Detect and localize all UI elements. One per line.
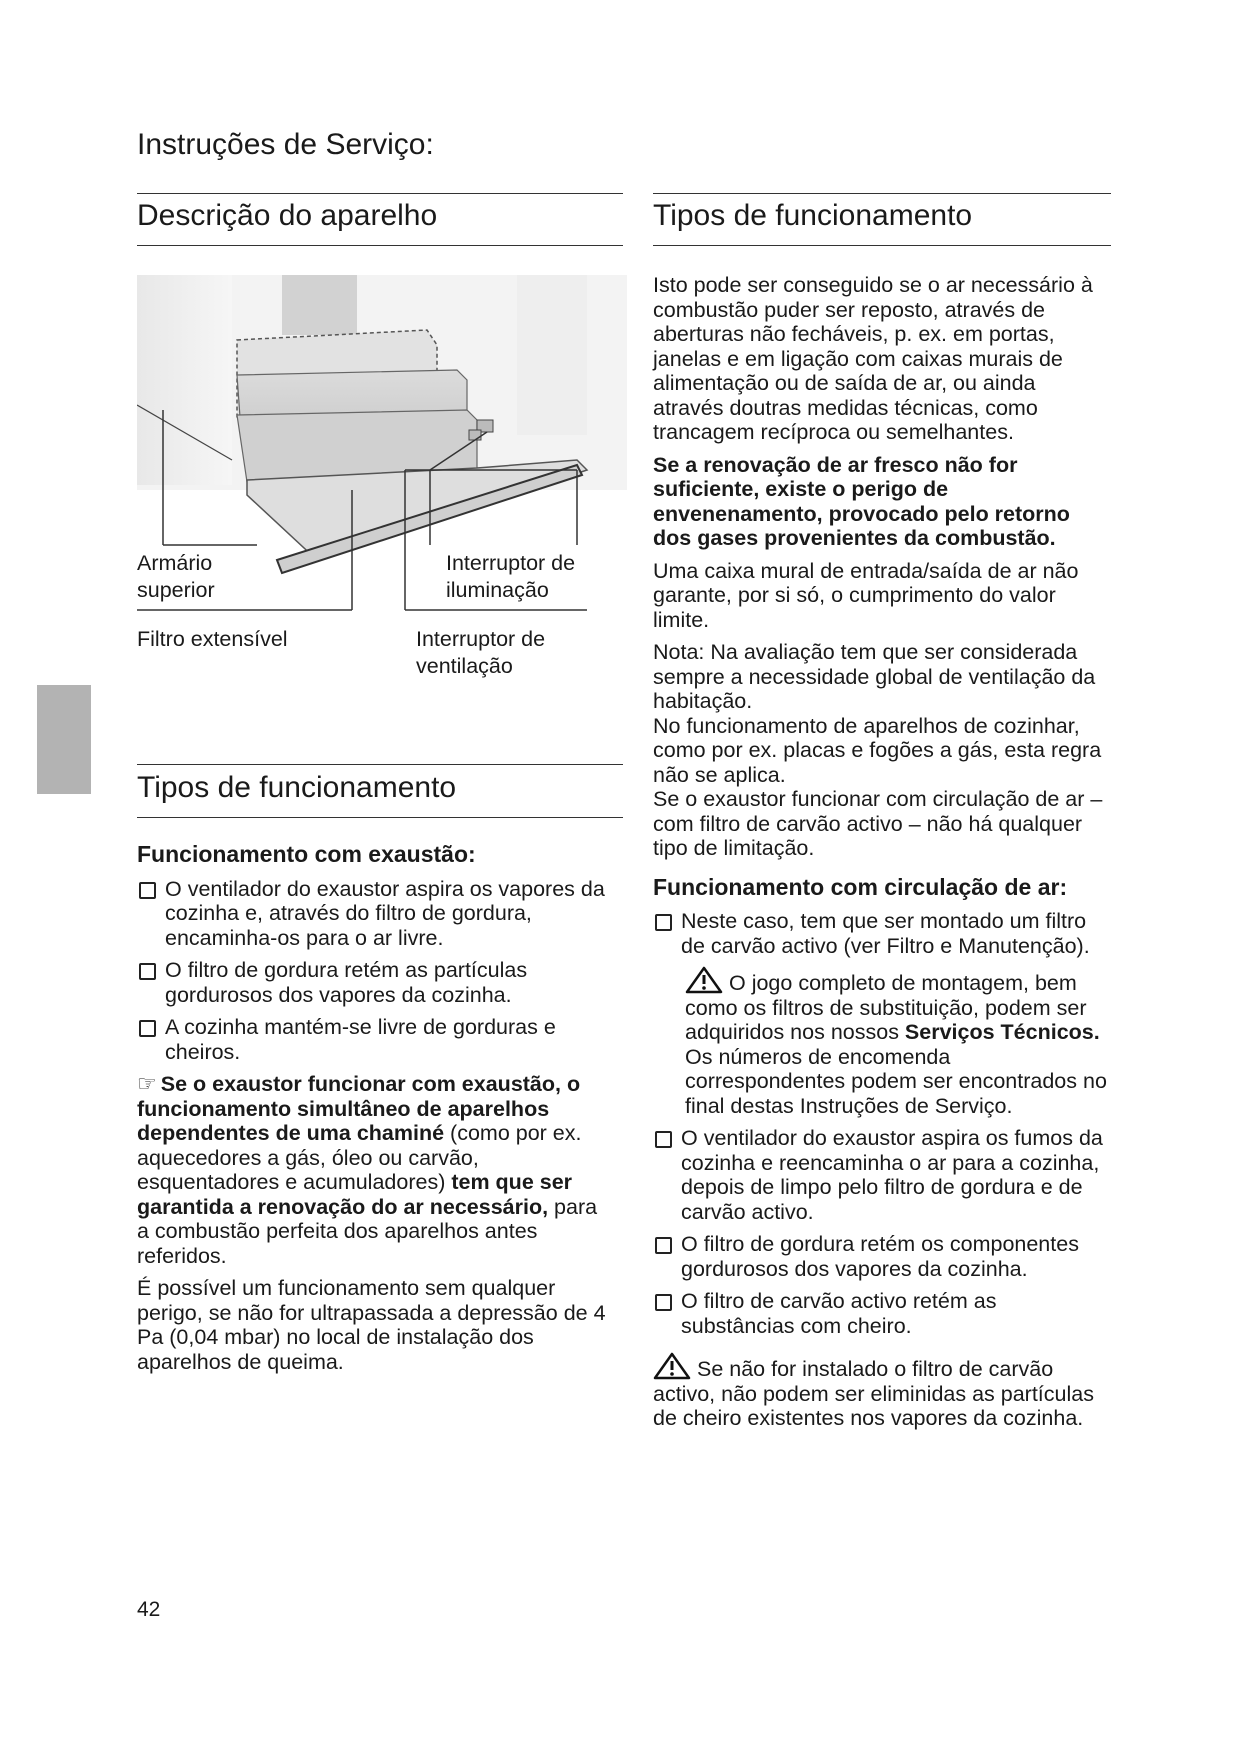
duct [282,275,357,335]
list-item [653,909,1108,958]
list-item [137,1015,607,1064]
warning-triangle-icon [653,1352,691,1380]
subhead-exaustao: Funcionamento com exaustão: [137,841,476,867]
list-item [137,877,607,951]
right-text-column [653,273,1108,1439]
checkbox-icon [655,1237,672,1254]
rule [137,245,623,246]
page-title: Instruções de Serviço: [137,128,434,161]
note-bold-2: tem que ser garantida a renovação do ar necessário, [137,1170,573,1219]
warning-triangle-icon [685,966,723,994]
paragraph-final: É possível um funcionamento sem qualquer perigo, se não for ultrapassada a depressão de 4 Pa (0,04 mbar) no local de instalação dos aparelhos de queima. [137,1276,606,1374]
paragraph: Uma caixa mural de entrada/saída de ar não garante, por si só, o cumprimento do valor limite. [653,558,1079,632]
checkbox-icon [655,1294,672,1311]
section-title-tipos-right: Tipos de funcionamento [653,199,973,232]
checkbox-icon [139,963,156,980]
checkbox-icon [655,914,672,931]
list-item-text: O filtro de gordura retém os componentes gordurosos dos vapores da cozinha. [681,1232,1079,1281]
note-text-2: para a combustão perfeita dos aparelhos antes referidos. [137,1194,598,1268]
paragraph: Se o exaustor funcionar com circulação de ar – com filtro de carvão activo – não há qualquer tipo de limitação. [653,787,1103,860]
paragraph: Isto pode ser conseguido se o ar necessário à combustão puder ser reposto, através de aberturas não fecháveis, p. ex. em portas, janelas e em ligação com caixas murais de alimentação ou de saída de ar, ou ainda através doutras medidas técnicas, como trancagem recíproca ou semelhantes. [653,273,1093,444]
note-text-1: (como por ex. aquecedores a gás, óleo ou carvão, esquentadores e acumuladores) [137,1121,582,1194]
paragraph-nota: Nota: Na avaliação tem que ser considerada sempre a necessidade global de ventilação da habitação. [653,640,1096,713]
list-item-text: A cozinha mantém-se livre de gorduras e cheiros. [165,1015,556,1064]
rule [137,817,623,818]
cabinet-left-panel [137,275,232,485]
warning-text: O jogo completo de montagem, bem como os filtros de substituição, podem ser adquiridos nos nossos [685,971,1087,1044]
switch-2-icon [469,430,481,440]
note-bold-1: Se o exaustor funcionar com exaustão, o funcionamento simultâneo de aparelhos dependentes de uma chaminé [137,1072,581,1145]
subhead-circulacao: Funcionamento com circulação de ar: [653,873,1068,900]
rule [653,193,1111,194]
paragraph: No funcionamento de aparelhos de cozinhar, como por ex. placas e fogões a gás, esta regra não se aplica. [653,713,1102,787]
warning-text: Se não for instalado o filtro de carvão activo, não podem ser eliminidas as partículas de cheiro existentes nos vapores da cozinha. [653,1357,1094,1430]
pointing-hand-icon: ☞ [137,1071,157,1096]
warning-text-after: Os números de encomenda correspondentes podem ser encontrados no final destas Instruções de Serviço. [685,1044,1107,1118]
warning-block-1 [653,966,1108,1118]
list-item-text: O ventilador do exaustor aspira os fumos da cozinha e reencaminha o ar para a cozinha, depois de limpo pelo filtro de gordura e de carvão activo. [681,1126,1103,1224]
warning-bold: Serviços Técnicos. [904,1020,1100,1044]
list-item [653,1232,1108,1281]
label-interruptor-ventilacao: Interruptor de ventilação [416,627,546,678]
checkbox-icon [655,1131,672,1148]
section-title-descricao: Descrição do aparelho [137,199,438,232]
rule [653,245,1111,246]
paragraph-bold: Se a renovação de ar fresco não for suficiente, existe o perigo de envenenamento, provocado pelo retorno dos gases provenientes da combustão. [653,452,1070,550]
checkbox-icon [139,882,156,899]
list-item [653,1289,1108,1338]
list-item [653,1126,1108,1224]
cabinet-right-panel [517,275,587,435]
label-interruptor-iluminacao: Interruptor de iluminação [446,551,576,602]
rule [137,764,623,765]
list-item-text: O ventilador do exaustor aspira os vapores da cozinha e, através do filtro de gordura, encaminha-os para o ar livre. [165,876,605,950]
rule [137,193,623,194]
list-item-text: O filtro de carvão activo retém as substâncias com cheiro. [681,1289,997,1338]
list-item [137,958,607,1007]
checkbox-icon [139,1020,156,1037]
page-number: 42 [137,1598,161,1621]
section-title-tipos-left: Tipos de funcionamento [137,771,457,804]
warning-block-2 [653,1352,1108,1431]
side-tab-marker [37,685,91,794]
list-item-text: O filtro de gordura retém as partículas gordurosos dos vapores da cozinha. [165,958,528,1007]
list-item-text: Neste caso, tem que ser montado um filtro de carvão activo (ver Filtro e Manutenção). [681,909,1090,958]
left-text-column [137,842,607,1382]
warning-note [137,1072,607,1268]
label-armario-superior: Armário superior [137,551,215,602]
label-filtro-extensivel: Filtro extensível [137,627,288,651]
